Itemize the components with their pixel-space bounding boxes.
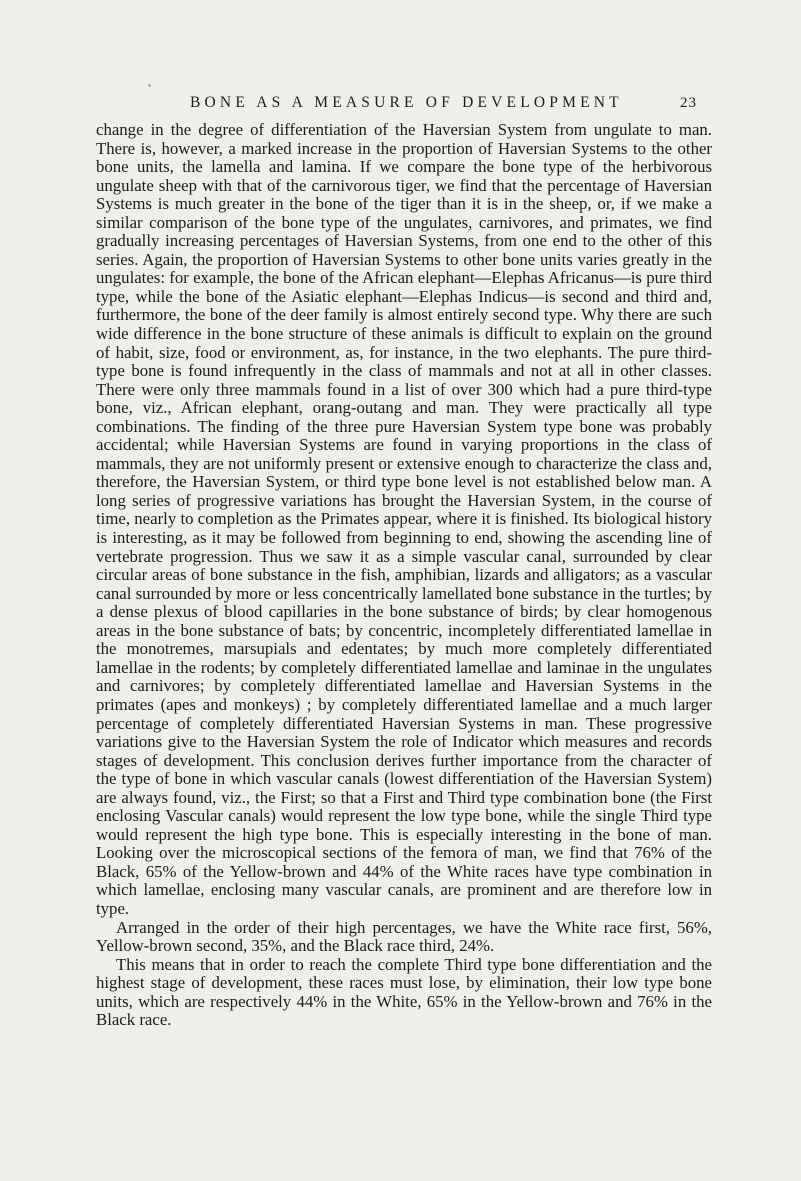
running-head-title: BONE AS A MEASURE OF DEVELOPMENT [190,94,623,111]
paragraph-percentages: Arranged in the order of their high percentages, we have the White race first, 56%, Yellow-brown second, 35%, and the Black race third, 24%. [96,917,712,956]
body-text [96,121,712,1030]
paragraph-continued: change in the degree of differentiation of the Haversian System from ungulate to man. There is, however, a marked increase in the proportion of Haversian Systems to the other bone units, the lamella and lamina. If we compare the bone type of the herbivorous ungulate sheep with that of the carnivorous tiger, we find that the percentage of Haversian Systems is much greater in the bone of the tiger than it is in the sheep, or, if we make a similar comparison of the bone type of the ungulates, carnivores, and primates, we find gradually increasing percentages of Haversian Systems, from one end to the other of this series. Again, the proportion of Haversian Systems to other bone units varies greatly in the ungulates: for example, the bone of the African elephant—Elephas Africanus—is pure third type, while the bone of the Asiatic elephant—Elephas Indicus—is second and third and, furthermore, the bone of the deer family is almost entirely second type. Why there are such wide difference in the bone structure of these animals is difficult to explain on the ground of habit, size, food or environment, as, for instance, in the two elephants. The pure third-type bone is found infrequently in the class of mammals and not at all in other classes. There were only three mammals found in a list of over 300 which had a pure third-type bone, viz., African elephant, orang-outang and man. They were practically all type combinations. The finding of the three pure Haversian System type bone was probably accidental; while Haversian Systems are found in varying proportions in the class of mammals, they are not uniformly present or extensive enough to characterize the class and, therefore, the Haversian System, or third type bone level is not established below man. A long series of progressive variations has brought the Haversian System, in the course of time, nearly to completion as the Primates appear, where it is finished. Its biological history is interesting, as it may be followed from beginning to end, showing the ascending line of vertebrate progression. Thus we saw it as a simple vascular canal, surrounded by clear circular areas of bone substance in the fish, amphibian, lizards and alligators; as a vascular canal surrounded by more or less concentrically lamellated bone substance in the turtles; by a dense plexus of blood capillaries in the bone substance of birds; by clear homogenous areas in the bone substance of bats; by concentric, incompletely differentiated lamellae in the monotremes, marsupials and edentates; by much more completely differentiated lamellae in the rodents; by completely differentiated lamellae and laminae in the ungulates and carnivores; by completely differentiated lamellae and Haversian Systems in the primates (apes and monkeys) ; by completely differentiated lamellae and a much larger percentage of completely differentiated Haversian Systems in man. These progressive variations give to the Haversian System the role of Indicator which measures and records stages of development. This conclusion derives further importance from the character of the type of bone in which vascular canals (lowest differentiation of the Haversian System) are always found, viz., the First; so that a First and Third type combination bone (the First enclosing Vascular canals) would represent the low type bone, while the single Third type would represent the high type bone. This is especially interesting in the bone of man. Looking over the microscopical sections of the femora of man, we find that 76% of the Black, 65% of the Yellow-brown and 44% of the White races have type combination in which lamellae, enclosing many vascular canals, are prominent and are therefore low in type. [96,120,712,918]
page-number: 23 [680,95,697,111]
page-speck-mark [148,84,151,87]
paragraph-conclusion: This means that in order to reach the complete Third type bone differentiation and the highest stage of development, these races must lose, by elimination, their low type bone units, which are respectively 44% in the White, 65% in the Yellow-brown and 76% in the Black race. [96,954,712,1030]
